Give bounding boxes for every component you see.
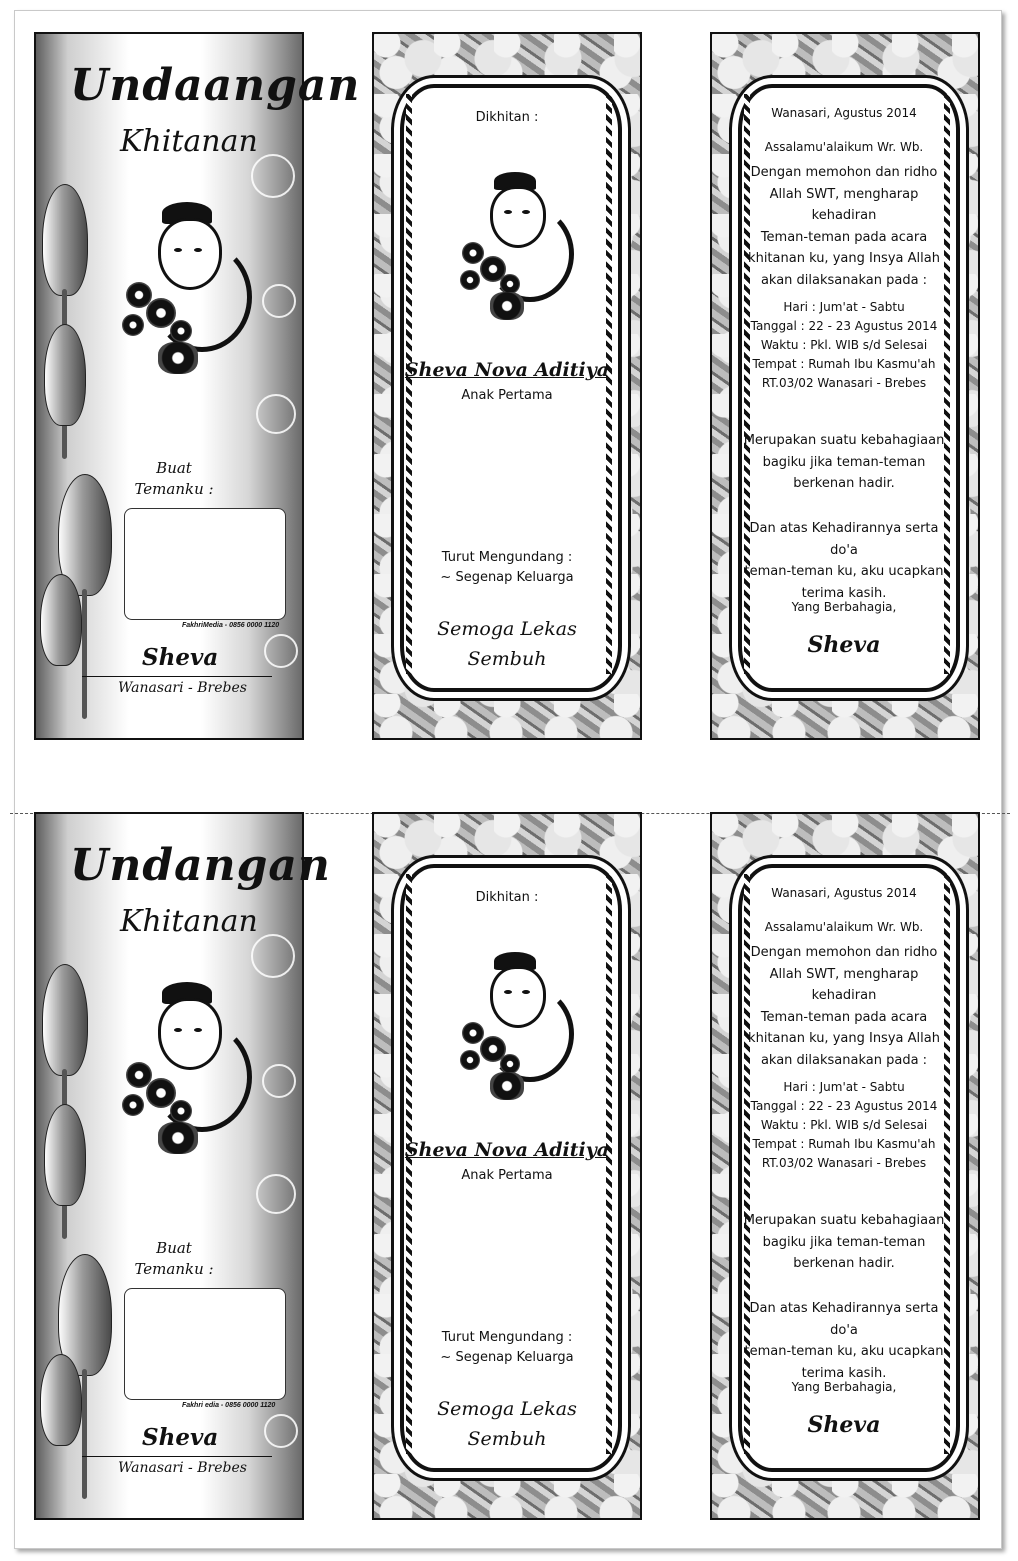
boy-illustration: [460, 952, 570, 1102]
p1-line: Allah SWT, mengharap kehadiran: [769, 186, 919, 223]
detail-line: Hari : Jum'at - Sabtu: [783, 300, 905, 314]
boy-illustration: [122, 982, 252, 1162]
recipient-name-box[interactable]: [124, 1288, 286, 1400]
p2-line: bagiku jika teman-teman: [762, 454, 926, 470]
middle-panel: [372, 812, 642, 1520]
child-name: Sheva Nova Aditiya: [404, 1139, 610, 1161]
segenap-keluarga: ~ Segenap Keluarga: [440, 570, 574, 585]
tulip-decoration: [42, 964, 88, 1076]
p3-line: Dan atas Kehadirannya serta do'a: [749, 521, 939, 558]
paragraph-1: [740, 162, 948, 291]
rope-border-right: [606, 94, 612, 674]
right-panel: [710, 812, 980, 1520]
p2-line: bagiku jika teman-teman: [762, 1234, 926, 1250]
turut-mengundang: Turut Mengundang :: [441, 550, 573, 565]
paragraph-3: [740, 1298, 948, 1384]
p2-line: Merupakan suatu kebahagiaan: [743, 433, 945, 448]
wish-line-2: Sembuh: [467, 1428, 547, 1450]
segenap-keluarga: ~ Segenap Keluarga: [440, 1350, 574, 1365]
buat-label: [134, 1238, 214, 1280]
floral-swirl: [256, 394, 296, 434]
p1-line: Dengan memohon dan ridho: [750, 165, 938, 180]
child-order: Anak Pertama: [461, 1168, 553, 1183]
tulip-decoration: [42, 184, 88, 296]
p3-line: terima kasih.: [801, 585, 887, 601]
wish-line-2: Sembuh: [467, 648, 547, 670]
boy-illustration: [460, 172, 570, 322]
child-order: Anak Pertama: [461, 388, 553, 403]
p1-line: Teman-teman pada acara: [760, 1009, 928, 1025]
paragraph-1: [740, 942, 948, 1071]
event-details: [740, 1078, 948, 1173]
signature: Sheva: [807, 632, 881, 658]
p3-line: Dan atas Kehadirannya serta do'a: [749, 1301, 939, 1338]
p1-line: Dengan memohon dan ridho: [750, 945, 938, 960]
detail-line: Tempat : Rumah Ibu Kasmu'ah: [752, 1137, 936, 1151]
temanku-text: Temanku :: [134, 480, 214, 498]
wish-line-1: Semoga Lekas: [437, 618, 577, 640]
p1-line: Allah SWT, mengharap kehadiran: [769, 966, 919, 1003]
cover-panel: [34, 812, 331, 1520]
dikhitan-label: Dikhitan :: [475, 890, 539, 905]
detail-line: Tanggal : 22 - 23 Agustus 2014: [750, 319, 938, 333]
cover-name: Sheva: [142, 1424, 219, 1451]
floral-swirl: [251, 154, 295, 198]
tulip-stem: [82, 1369, 87, 1499]
buat-label: [134, 458, 214, 500]
p1-line: Teman-teman pada acara: [760, 229, 928, 245]
greeting: Assalamu'alaikum Wr. Wb.: [764, 920, 924, 934]
buat-text: Buat: [156, 459, 192, 477]
tulip-stem: [82, 589, 87, 719]
boy-illustration: [122, 202, 252, 382]
cover-place: Wanasari - Brebes: [118, 1460, 247, 1476]
p2-line: Merupakan suatu kebahagiaan: [743, 1213, 945, 1228]
floral-swirl: [256, 1174, 296, 1214]
signature: Sheva: [807, 1412, 881, 1438]
p3-line: terima kasih.: [801, 1365, 887, 1381]
detail-line: Waktu : Pkl. WIB s/d Selesai: [760, 1118, 928, 1132]
printer-credit: FakhriMedia - 0856 0000 1120: [182, 622, 280, 629]
p2-line: berkenan hadir.: [793, 476, 895, 491]
paragraph-2: [740, 430, 948, 495]
floral-swirl: [264, 1414, 298, 1448]
turut-mengundang: Turut Mengundang :: [441, 1330, 573, 1345]
middle-panel: [372, 32, 642, 740]
tulip-decoration: [40, 574, 82, 666]
cover-title: Undangan: [70, 840, 331, 891]
p1-line: akan dilaksanakan pada :: [760, 272, 928, 288]
cover-subtitle: Khitanan: [120, 904, 258, 939]
p1-line: khitanan ku, yang Insya Allah: [748, 251, 940, 266]
dikhitan-label: Dikhitan :: [475, 110, 539, 125]
buat-text: Buat: [156, 1239, 192, 1257]
paragraph-3: [740, 518, 948, 604]
p3-line: teman-teman ku, aku ucapkan: [744, 564, 944, 579]
detail-line: Hari : Jum'at - Sabtu: [783, 1080, 905, 1094]
greeting: Assalamu'alaikum Wr. Wb.: [764, 140, 924, 154]
cover-name: Sheva: [142, 644, 219, 671]
cover-divider: [82, 1456, 272, 1457]
rope-border-right: [606, 874, 612, 1454]
event-details: [740, 298, 948, 393]
detail-line: Tempat : Rumah Ibu Kasmu'ah: [752, 357, 936, 371]
cover-place: Wanasari - Brebes: [118, 680, 247, 696]
floral-swirl: [251, 934, 295, 978]
floral-swirl: [262, 1064, 296, 1098]
tulip-decoration: [44, 1104, 86, 1206]
detail-line: Tanggal : 22 - 23 Agustus 2014: [750, 1099, 938, 1113]
floral-swirl: [264, 634, 298, 668]
cover-title: Undaangan: [70, 60, 361, 111]
temanku-text: Temanku :: [134, 1260, 214, 1278]
tulip-decoration: [44, 324, 86, 426]
cover-divider: [82, 676, 272, 677]
p1-line: khitanan ku, yang Insya Allah: [748, 1031, 940, 1046]
printer-credit: Fakhri edia - 0856 0000 1120: [182, 1402, 276, 1409]
wish-line-1: Semoga Lekas: [437, 1398, 577, 1420]
p1-line: akan dilaksanakan pada :: [760, 1052, 928, 1068]
rope-border-left: [406, 94, 412, 674]
tulip-decoration: [40, 1354, 82, 1446]
closing: Yang Berbahagia,: [791, 1380, 897, 1394]
cover-panel: [34, 32, 361, 740]
child-name: Sheva Nova Aditiya: [404, 359, 610, 381]
detail-line: RT.03/02 Wanasari - Brebes: [761, 376, 927, 390]
p3-line: teman-teman ku, aku ucapkan: [744, 1344, 944, 1359]
cover-subtitle: Khitanan: [120, 124, 258, 159]
paragraph-2: [740, 1210, 948, 1275]
right-panel: [710, 32, 980, 740]
recipient-name-box[interactable]: [124, 508, 286, 620]
date-line: Wanasari, Agustus 2014: [771, 886, 917, 900]
closing: Yang Berbahagia,: [791, 600, 897, 614]
detail-line: RT.03/02 Wanasari - Brebes: [761, 1156, 927, 1170]
p2-line: berkenan hadir.: [793, 1256, 895, 1271]
floral-swirl: [262, 284, 296, 318]
date-line: Wanasari, Agustus 2014: [771, 106, 917, 120]
rope-border-left: [406, 874, 412, 1454]
detail-line: Waktu : Pkl. WIB s/d Selesai: [760, 338, 928, 352]
